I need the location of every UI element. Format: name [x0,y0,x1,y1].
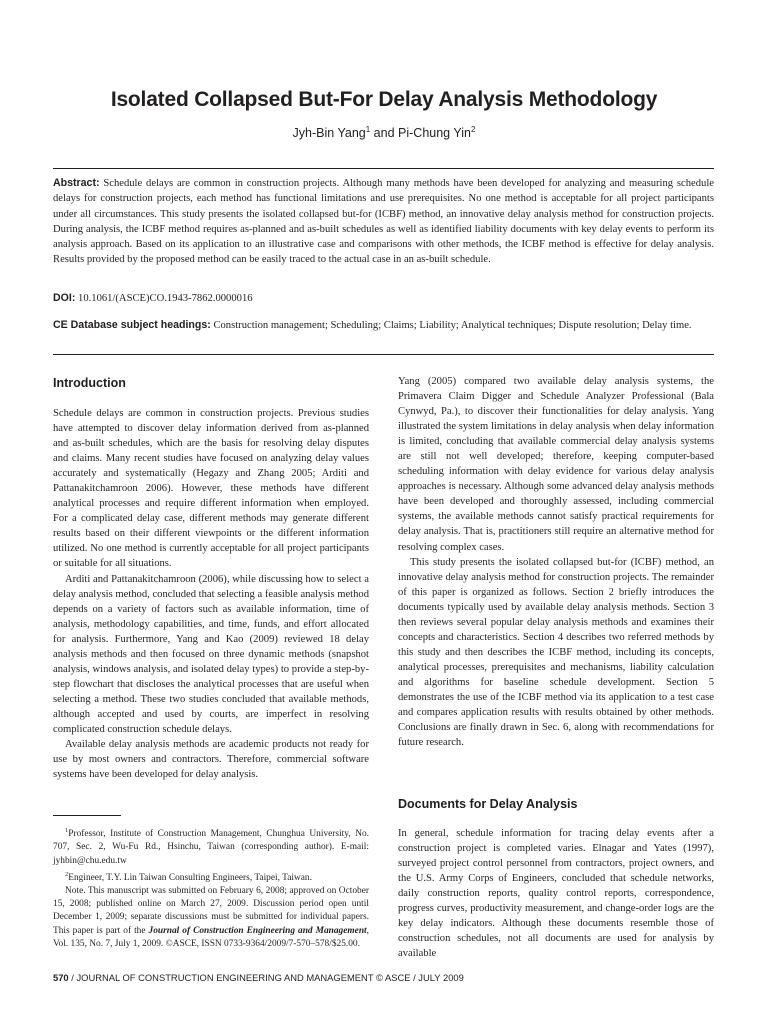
doi-link[interactable]: 10.1061/(ASCE)CO.1943-7862.0000016 [78,293,253,304]
abstract [53,176,714,268]
submission-note [53,885,369,951]
right-paragraph-1: Yang (2005) compared two available delay analysis systems, the Primavera Claim Digger and Schedule Analyzer Professional (Bala Cynwyd, Pa.), to discover their functionalities for delay analysis. Yang illustrated the system limitations in delay analysis when delay information is limited, concluding that available commercial delay analysis systems are still not well developed; therefore, keeping computer-based scheduling information with delay evidence for various delay analysis approaches is necessary. Although some advanced delay analysis methods have been developed and thoroughly assessed, including commercial systems, the available methods cannot satisfy practical requirements for delay analysis. That is, practitioners still require an alternative method for resolving complex cases. [398,376,714,553]
page-footer [53,972,464,983]
abstract-label: Abstract: [53,177,100,189]
footnote-2-text: Engineer, T.Y. Lin Taiwan Consulting Engineers, Taipei, Taiwan. [68,872,312,883]
note-text-post: , Vol. 135, No. 7, July 1, 2009. ©ASCE, ISSN 0733-9364/2009/7-570–578/$25.00. [53,925,370,949]
footnote-2 [53,868,369,885]
doi-line [53,292,714,304]
paper-title: Isolated Collapsed But-For Delay Analysis Methodology [110,88,658,111]
intro-paragraph-1: Schedule delays are common in construction projects. Previous studies have attempted to discover delay information derived from as-planned and as-built schedules, which are the basis for resolving delay disputes and claims. Many recent studies have focused on analyzing delay values accurately and systematically (Hegazy and Zhang 2005; Arditi and Pattanakitchamroon 2006). However, these methods have different analytical processes and require different information when employed. For a complicated delay case, different methods may generate different results based on their different viewpoints or the different information utilized. No one method is currently acceptable for all project participants or suitable for all situations. [53,408,369,570]
abstract-text: Schedule delays are common in construction projects. Although many methods have been developed for analyzing and measuring schedule delays for construction projects, each method has functional limitations and use prerequisites. No one method is acceptable for all project participants under all circumstances. This study presents the isolated collapsed but-for (ICBF) method, an innovative delay analysis method for construction projects. During analysis, the ICBF method requires as-planned and as-built schedules as well as identified liability documents with key delay events to perform its analysis approach. Based on its application to an illustrative case and comparisons with other methods, the ICBF method is effective for delay analysis. Results provided by the proposed method can be easily traced to the actual case in an as-built schedule. [53,178,714,266]
note-journal-name: Journal of Construction Engineering and Management [148,925,367,936]
subject-headings-text: Construction management; Scheduling; Claims; Liability; Analytical techniques; Dispute resolution; Delay time. [213,320,692,331]
page-number: 570 [53,972,69,983]
footer-journal-line: / JOURNAL OF CONSTRUCTION ENGINEERING AND MANAGEMENT © ASCE / JULY 2009 [68,972,464,983]
header-rule-top [53,168,714,169]
right-paragraph-2: This study presents the isolated collapsed but-for (ICBF) method, an innovative delay analysis method for construction projects. The remainder of this paper is organized as follows. Section 2 briefly introduces the documents typically used by available delay analysis methods. Section 3 then reviews several popular delay analysis methods and examines their concepts and characteristics. Section 4 describes two referred methods by this study and then describes the ICBF method, including its concepts, analytical processes, prerequisites and mechanisms, liability calculation and algorithms for baseline schedule development. Section 5 demonstrates the use of the ICBF method via its application to a test case and compares application results with results obtained by other methods. Conclusions are finally drawn in Sec. 6, along with recommendations for future research. [398,556,714,749]
left-column [53,406,369,782]
footnote-1 [53,824,369,868]
footnote-1-text: Professor, Institute of Construction Management, Chunghua University, No. 707, Sec. 2, Wu-Fu Rd., Hsinchu, Taiwan (corresponding author). E-mail: jyhbin@chu.edu.tw [53,829,369,866]
author-line [0,125,768,140]
author-2-affiliation-mark: 2 [470,125,476,134]
author-1-affiliation-mark: 1 [365,125,371,134]
author-conjunction: and [370,126,399,141]
footnotes [53,824,369,951]
author-2: Pi-Chung Yin [398,126,471,141]
header-rule-bottom [53,354,714,355]
footnote-1-mark: 1 [65,827,69,834]
subject-headings-label: CE Database subject headings: [53,319,211,331]
footnote-2-mark: 2 [65,870,69,878]
right-column [398,374,714,750]
subject-headings [53,318,714,333]
doi-label: DOI: [53,292,76,304]
footnote-rule [53,815,121,816]
right-column-continued [398,826,714,961]
section-heading-introduction: Introduction [53,376,126,390]
intro-paragraph-2: Arditi and Pattanakitchamroon (2006), while discussing how to select a delay analysis method, concluded that selecting a feasible analysis method depends on a variety of factors such as available information, time of analysis, methodology capabilities, and time, funds, and effort allocated for analysis. Furthermore, Yang and Kao (2009) reviewed 18 delay analysis methods and then focused on three dynamic methods (snapshot analysis, windows analysis, and isolated delay types) to provide a step-by-step flowchart that discloses the analytical processes that are useful when selecting a method. These two studies concluded that available methods, although accepted and used by courts, are imperfect in resolving complicated construction schedule delays. [53,573,369,735]
author-1: Jyh-Bin Yang [292,126,366,141]
documents-paragraph-1: In general, schedule information for tracing delay events after a construction project is completed varies. Elnagar and Yates (1997), surveyed project control personnel from contractors, project owners, and the U.S. Army Corps of Engineers, concluded that schedule networks, daily construction reports, quality control reports, correspondence, progress curves, productivity measurement, and change-order logs are the key delay indicators. Although these documents resemble those of construction schedules, not all documents are used for analysis by available [398,828,714,960]
note-text-pre: Note. This manuscript was submitted on February 6, 2008; approved on October 15, 2008; published online on March 27, 2009. Discussion period open until December 1, 2009; separate discussions must be submitted for individual papers. This paper is part of the [53,886,369,936]
section-heading-documents: Documents for Delay Analysis [398,797,578,811]
intro-paragraph-3: Available delay analysis methods are academic products not ready for use by most owners and contractors. Therefore, commercial software systems have been developed for delay analysis. [53,739,369,781]
